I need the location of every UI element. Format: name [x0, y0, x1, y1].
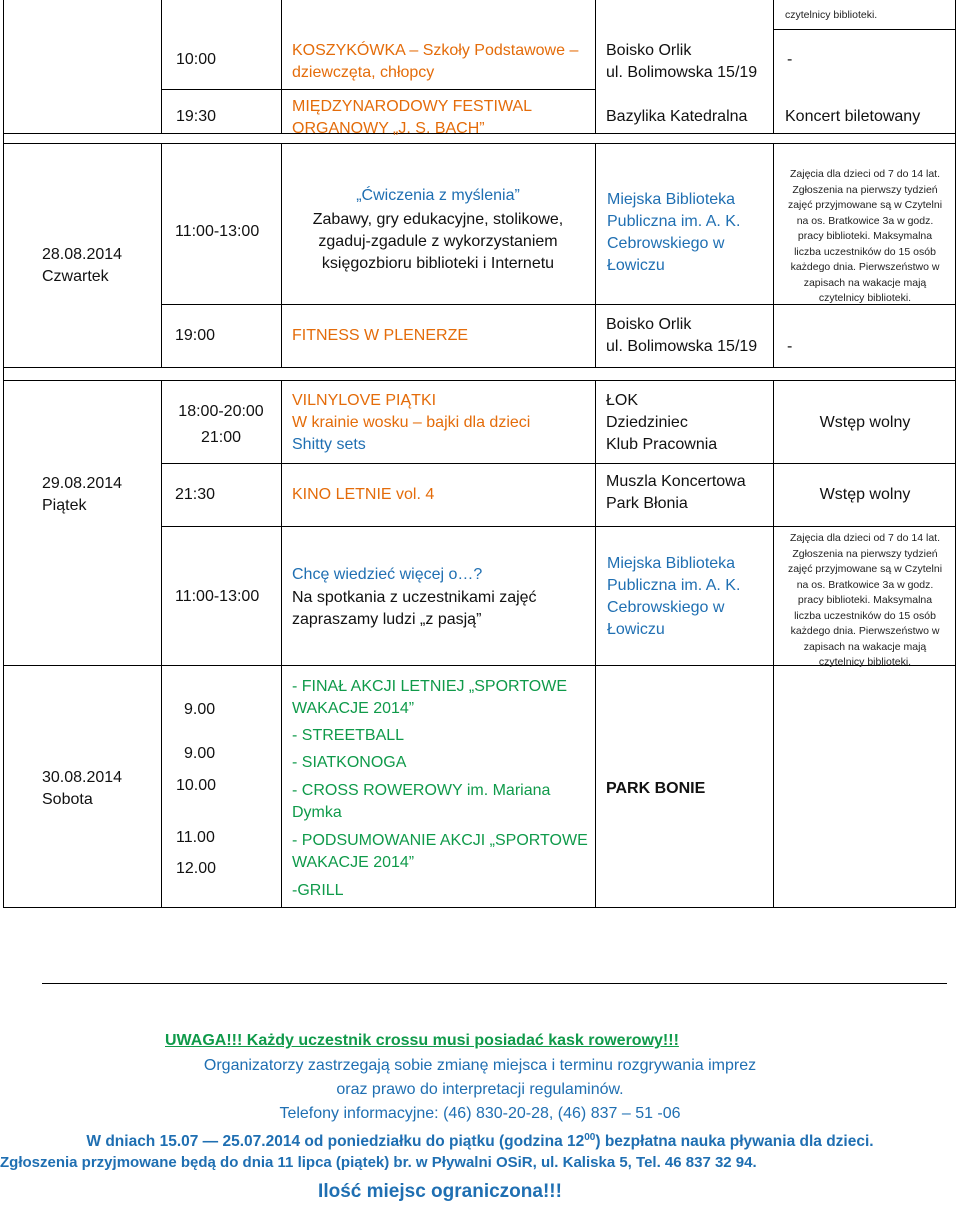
- footer-phones: Telefony informacyjne: (46) 830-20-28, (46) 837 – 51 -06: [279, 1105, 681, 1122]
- day-29-event-1-line2: W krainie wosku – bajki dla dzieci: [292, 414, 531, 431]
- day-29-event-3-desc: Na spotkania z uczestnikami zajęć zapraszamy ludzi „z pasją”: [292, 589, 537, 628]
- day-28-event-2-time: 19:00: [175, 327, 216, 344]
- day-28-event-1-title: „Ćwiczenia z myślenia”: [356, 187, 520, 204]
- top-row-2-time: 19:30: [176, 108, 217, 125]
- top-row-1-info: -: [787, 51, 793, 68]
- day-30-item-6-event: -GRILL: [292, 882, 344, 899]
- day-29-event-3-title: Chcę wiedzieć więcej o…?: [292, 566, 483, 583]
- footer-swimming-info: W dniach 15.07 — 25.07.2014 od poniedziałku do piątku (godzina $12^{00}$) bezpłatna nauka pływania dla dzieci.: [86, 1132, 874, 1151]
- day-29-event-2-place: Muszla Koncertowa Park Błonia: [606, 473, 746, 512]
- day-30-date: 30.08.2014 Sobota: [42, 769, 123, 808]
- day-30-item-5-time: 12.00: [176, 860, 217, 877]
- footer-limited-places: Ilość miejsc ograniczona!!!: [318, 1181, 562, 1202]
- day-29-event-1-line3: Shitty sets: [292, 436, 366, 453]
- day-29-event-1-info: Wstęp wolny: [819, 414, 911, 431]
- footer-warning: UWAGA!!! Każdy uczestnik crossu musi posiadać kask rowerowy!!!: [165, 1032, 679, 1049]
- top-row-1-time: 10:00: [176, 51, 217, 68]
- day-29-event-2-time: 21:30: [175, 486, 216, 503]
- day-29-event-2-event: KINO LETNIE vol. 4: [292, 486, 435, 503]
- day-28-event-1-time: 11:00-13:00: [175, 223, 260, 240]
- day-30-item-5-event: - PODSUMOWANIE AKCJI „SPORTOWE WAKACJE 2014”: [292, 832, 588, 871]
- day-30-item-3-time: 10.00: [176, 777, 217, 794]
- day-30-item-4-event: - CROSS ROWEROWY im. Mariana Dymka: [292, 782, 551, 821]
- day-30-item-3-event: - SIATKONOGA: [292, 754, 407, 771]
- day-29-date: 29.08.2014 Piątek: [42, 475, 123, 514]
- day-28-event-2-info: -: [787, 338, 793, 355]
- day-28-event-1-place: Miejska Biblioteka Publiczna im. A. K. Cebrowskiego w Łowiczu: [607, 191, 741, 274]
- footer-registration-info: Zgłoszenia przyjmowane będą do dnia 11 lipca (piątek) br. w Pływalni OSiR, ul. Kaliska 5, Tel. 46 837 32 94.: [0, 1154, 757, 1171]
- day-28-event-2-place: Boisko Orlik ul. Bolimowska 15/19: [606, 316, 758, 355]
- day-29-event-3-place: Miejska Biblioteka Publiczna im. A. K. Cebrowskiego w Łowiczu: [607, 555, 741, 638]
- top-row-1-event: KOSZYKÓWKA – Szkoły Podstawowe – dziewczęta, chłopcy: [292, 42, 579, 81]
- top-row-2-event: MIĘDZYNARODOWY FESTIWAL ORGANOWY „J. S. BACH”: [292, 98, 533, 137]
- day-30-item-1-event: - FINAŁ AKCJI LETNIEJ „SPORTOWE WAKACJE 2014”: [292, 678, 568, 717]
- top-row-1-place: Boisko Orlik ul. Bolimowska 15/19: [606, 42, 758, 81]
- day-29-event-1-line1: VILNYLOVE PIĄTKI: [292, 392, 437, 409]
- top-info-note: czytelnicy biblioteki.: [785, 9, 878, 21]
- footer-regulations-note: oraz prawo do interpretacji regulaminów.: [336, 1081, 624, 1098]
- day-29-event-1-times: 18:00-20:00 21:00: [178, 403, 264, 446]
- footer-organizers-note: Organizatorzy zastrzegają sobie zmianę miejsca i terminu rozgrywania imprez: [203, 1057, 757, 1074]
- day-28-event-1-desc: Zabawy, gry edukacyjne, stolikowe, zgaduj-zgadule z wykorzystaniem księgozbioru biblioteki i Internetu: [312, 211, 564, 272]
- day-30-item-2-event: - STREETBALL: [292, 727, 405, 744]
- top-row-2-info: Koncert biletowany: [785, 108, 921, 125]
- day-30-item-4-time: 11.00: [176, 829, 215, 846]
- top-row-2-place: Bazylika Katedralna: [606, 108, 748, 125]
- day-28-date: 28.08.2014 Czwartek: [42, 246, 123, 285]
- day-29-event-3-time: 11:00-13:00: [175, 588, 260, 605]
- day-30-place: PARK BONIE: [606, 780, 706, 797]
- day-30-item-1-time: 9.00: [184, 701, 216, 718]
- footer-divider: [42, 983, 947, 984]
- day-29-event-2-info: Wstęp wolny: [819, 486, 911, 503]
- day-29-event-3-info: Zajęcia dla dzieci od 7 do 14 lat. Zgłoszenia na pierwszy tydzień zajęć przyjmowane są w Czytelni na os. Bratkowice 3a w godz. pracy biblioteki. Maksymalna liczba uczestników do 15 osób każdego dnia. Pierwszeństwo w zapisach na wakacje mają czytelnicy biblioteki.: [787, 532, 943, 668]
- day-28-event-1-info: Zajęcia dla dzieci od 7 do 14 lat. Zgłoszenia na pierwszy tydzień zajęć przyjmowane są w Czytelni na os. Bratkowice 3a w godz. pracy biblioteki. Maksymalna liczba uczestników do 15 osób każdego dnia. Pierwszeństwo w zapisach na wakacje mają czytelnicy biblioteki.: [787, 168, 943, 304]
- day-29-event-1-place: ŁOK Dziedziniec Klub Pracownia: [606, 392, 718, 453]
- day-28-event-2-event: FITNESS W PLENERZE: [292, 327, 469, 344]
- day-30-item-2-time: 9.00: [184, 745, 216, 762]
